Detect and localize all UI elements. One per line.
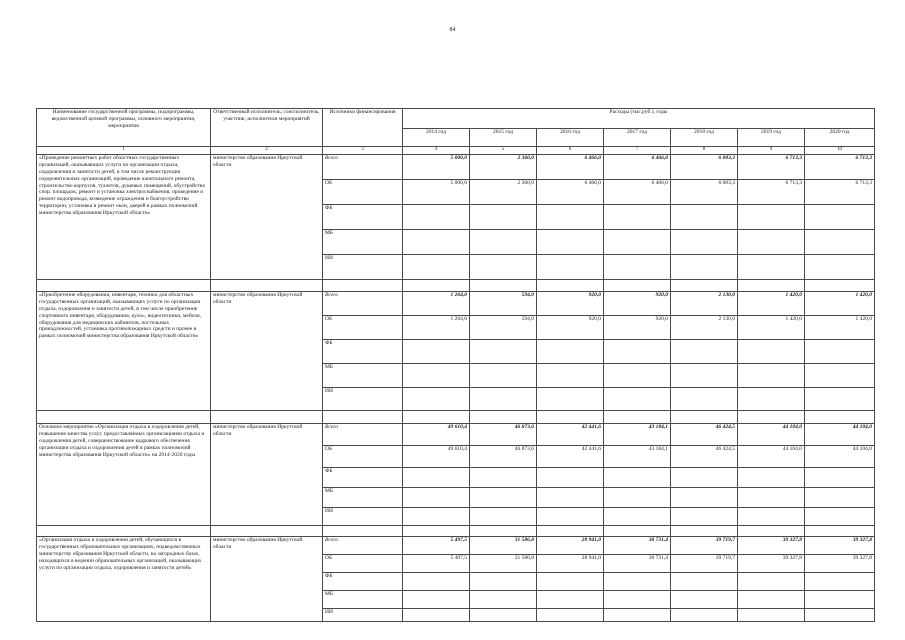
expense-value — [403, 340, 470, 364]
separator-cell — [537, 526, 604, 537]
expense-value — [537, 205, 604, 230]
header-year: 2019 год — [738, 129, 805, 147]
total-value: 6 003,3 — [671, 155, 738, 180]
expense-value — [738, 468, 805, 488]
funding-source: Всего — [323, 537, 403, 555]
separator-cell — [470, 411, 537, 424]
expense-value — [671, 230, 738, 255]
expense-value — [604, 364, 671, 388]
header-year: 2018 год — [671, 129, 738, 147]
expense-value — [805, 488, 875, 508]
separator-cell — [604, 280, 671, 292]
expense-value — [671, 388, 738, 411]
table-row — [37, 292, 875, 316]
expense-value — [671, 205, 738, 230]
expense-value — [604, 609, 671, 622]
separator-cell — [604, 526, 671, 537]
separator-cell — [671, 280, 738, 292]
column-number: 5 — [470, 147, 537, 155]
total-value: 43 184,1 — [604, 424, 671, 446]
expense-value — [470, 205, 537, 230]
column-number: 3 — [323, 147, 403, 155]
expense-value — [470, 609, 537, 622]
block-separator — [37, 526, 875, 537]
header-year: 2015 год — [470, 129, 537, 147]
expense-value — [403, 468, 470, 488]
expense-value — [403, 609, 470, 622]
funding-source: Всего — [323, 155, 403, 180]
column-number: 6 — [537, 147, 604, 155]
expense-value — [470, 340, 537, 364]
expense-value — [738, 230, 805, 255]
header-year: 2014 год — [403, 129, 470, 147]
expense-value — [604, 488, 671, 508]
total-value: 31 586,8 — [470, 537, 537, 555]
header-sources: Источники финансирования — [323, 109, 403, 147]
expense-value — [604, 205, 671, 230]
expense-value — [671, 364, 738, 388]
total-value: 1 420,0 — [738, 292, 805, 316]
expense-value — [805, 508, 875, 526]
activity-executor: министерство образования Иркутской области — [211, 292, 323, 411]
separator-cell — [37, 411, 211, 424]
expense-value: 46 873,6 — [470, 446, 537, 468]
expense-value: 5 497,5 — [403, 555, 470, 573]
expense-value — [604, 255, 671, 280]
expense-value — [738, 488, 805, 508]
expense-value — [805, 340, 875, 364]
funding-source: ФБ — [323, 573, 403, 591]
total-value: 46 424,5 — [671, 424, 738, 446]
table-row — [37, 155, 875, 180]
expense-value — [537, 591, 604, 609]
funding-source: ОБ — [323, 180, 403, 205]
expense-value — [604, 508, 671, 526]
expense-value: 44 104,0 — [738, 446, 805, 468]
funding-source: МБ — [323, 230, 403, 255]
total-value: 49 610,4 — [403, 424, 470, 446]
expense-value: 594,0 — [470, 316, 537, 340]
expense-value — [403, 205, 470, 230]
expense-value — [738, 255, 805, 280]
expense-value — [537, 488, 604, 508]
column-number: 9 — [738, 147, 805, 155]
expense-value — [403, 573, 470, 591]
expense-value — [738, 609, 805, 622]
expense-value: 2 360,0 — [470, 180, 537, 205]
expense-value — [403, 230, 470, 255]
expense-value: 6 003,3 — [671, 180, 738, 205]
expense-value — [403, 388, 470, 411]
expense-value: 43 184,1 — [604, 446, 671, 468]
page-number: 84 — [449, 27, 456, 33]
activity-name: «Организация отдыха и оздоровления детей, обучающихся в государственных образовательных организациях, подведомственных министерству образования Иркутской области, на загородных базах, находящихся в ведении образовательных организаций, оказывающих услуги по организации отдыха, оздоровления и занятости детей» — [37, 537, 211, 622]
expense-value: 31 586,8 — [470, 555, 537, 573]
separator-cell — [537, 280, 604, 292]
total-value: 1 420,0 — [805, 292, 875, 316]
separator-cell — [323, 411, 403, 424]
expense-value — [537, 255, 604, 280]
total-value: 2 130,0 — [671, 292, 738, 316]
expense-value — [537, 508, 604, 526]
total-value: 44 104,0 — [738, 424, 805, 446]
expense-value: 1 264,0 — [403, 316, 470, 340]
expense-value — [403, 364, 470, 388]
expense-value — [805, 609, 875, 622]
separator-cell — [37, 526, 211, 537]
funding-source: ФБ — [323, 340, 403, 364]
expense-value — [537, 340, 604, 364]
separator-cell — [403, 280, 470, 292]
total-value: 5 497,5 — [403, 537, 470, 555]
expense-value: 49 610,4 — [403, 446, 470, 468]
column-number: 1 — [37, 147, 211, 155]
expense-value — [537, 230, 604, 255]
total-value: 6 466,0 — [604, 155, 671, 180]
separator-cell — [671, 411, 738, 424]
total-value: 2 360,0 — [470, 155, 537, 180]
expense-value — [537, 364, 604, 388]
expense-value: 39 327,8 — [805, 555, 875, 573]
block-separator — [37, 411, 875, 424]
total-value: 594,0 — [470, 292, 537, 316]
expense-value — [738, 364, 805, 388]
expense-value — [671, 508, 738, 526]
total-value: 39 327,8 — [805, 537, 875, 555]
total-value: 28 941,0 — [537, 537, 604, 555]
separator-cell — [211, 280, 323, 292]
expense-value: 46 424,5 — [671, 446, 738, 468]
expense-value — [470, 255, 537, 280]
expense-value — [403, 508, 470, 526]
expense-value — [805, 230, 875, 255]
expense-value — [805, 255, 875, 280]
total-value: 6 713,3 — [738, 155, 805, 180]
column-number: 4 — [403, 147, 470, 155]
table-body — [37, 155, 875, 622]
expense-value: 44 104,0 — [805, 446, 875, 468]
expense-value: 6 713,3 — [805, 180, 875, 205]
expense-value — [738, 388, 805, 411]
expense-value — [604, 591, 671, 609]
column-number: 7 — [604, 147, 671, 155]
separator-cell — [211, 411, 323, 424]
expense-value — [470, 488, 537, 508]
header-executor: Ответственный исполнитель, соисполнитель, участник, исполнители мероприятий — [211, 109, 323, 147]
separator-cell — [323, 526, 403, 537]
expense-value — [537, 609, 604, 622]
separator-cell — [211, 526, 323, 537]
separator-cell — [470, 526, 537, 537]
header-row-top — [37, 109, 875, 129]
expense-value — [671, 609, 738, 622]
expense-value: 39 719,7 — [671, 555, 738, 573]
activity-executor: министерство образования Иркутской области — [211, 537, 323, 622]
header-year: 2016 год — [537, 129, 604, 147]
header-expenses: Расходы (тыс.руб.), годы — [403, 109, 875, 129]
separator-cell — [323, 280, 403, 292]
expense-value — [738, 340, 805, 364]
header-year: 2017 год — [604, 129, 671, 147]
funding-source: ФБ — [323, 205, 403, 230]
separator-cell — [805, 280, 875, 292]
total-value: 920,0 — [604, 292, 671, 316]
total-value: 6 713,3 — [805, 155, 875, 180]
expense-value — [470, 468, 537, 488]
total-value: 39 327,8 — [738, 537, 805, 555]
funding-source: ОБ — [323, 555, 403, 573]
total-value: 44 104,0 — [805, 424, 875, 446]
activity-name: Основное мероприятие «Организация отдыха и оздоровления детей, повышение качества услуг, предоставляемых организациями отдыха и оздоровления детей, совершенствование кадрового обеспечения организации отдыха и оздоровления детей в рамках полномочий министерства образования Иркутской области» на 2014-2020 годы — [37, 424, 211, 526]
separator-cell — [738, 526, 805, 537]
expense-value — [604, 573, 671, 591]
expense-value: 6 466,0 — [604, 180, 671, 205]
funding-source: МБ — [323, 591, 403, 609]
column-number: 2 — [211, 147, 323, 155]
separator-cell — [403, 411, 470, 424]
expense-value: 5 000,0 — [403, 180, 470, 205]
table-row — [37, 537, 875, 555]
expense-value — [537, 573, 604, 591]
separator-cell — [470, 280, 537, 292]
funding-source: ИИ — [323, 388, 403, 411]
total-value: 39 719,7 — [671, 537, 738, 555]
funding-source: МБ — [323, 364, 403, 388]
separator-cell — [537, 411, 604, 424]
funding-source: Всего — [323, 292, 403, 316]
expense-value — [537, 388, 604, 411]
expense-value — [738, 591, 805, 609]
expense-value — [470, 591, 537, 609]
funding-source: Всего — [323, 424, 403, 446]
expense-value — [805, 388, 875, 411]
expense-value — [671, 468, 738, 488]
expense-value — [805, 573, 875, 591]
separator-cell — [738, 411, 805, 424]
expense-value — [470, 573, 537, 591]
expense-value — [671, 573, 738, 591]
funding-source: МБ — [323, 488, 403, 508]
total-value: 920,0 — [537, 292, 604, 316]
expense-value — [470, 230, 537, 255]
total-value: 38 731,4 — [604, 537, 671, 555]
expense-value — [470, 388, 537, 411]
separator-cell — [403, 526, 470, 537]
expense-value: 6 713,3 — [738, 180, 805, 205]
separator-cell — [604, 411, 671, 424]
total-value: 42 441,6 — [537, 424, 604, 446]
expense-value — [738, 508, 805, 526]
expense-value — [604, 388, 671, 411]
expense-value — [470, 364, 537, 388]
budget-table — [36, 108, 875, 622]
expense-value: 1 420,0 — [805, 316, 875, 340]
expense-value: 920,0 — [537, 316, 604, 340]
total-value: 5 000,0 — [403, 155, 470, 180]
total-value: 46 873,6 — [470, 424, 537, 446]
expense-value — [671, 340, 738, 364]
expense-value: 2 130,0 — [671, 316, 738, 340]
funding-source: ИИ — [323, 508, 403, 526]
expense-value — [537, 468, 604, 488]
expense-value: 1 420,0 — [738, 316, 805, 340]
expense-value — [403, 591, 470, 609]
funding-source: ОБ — [323, 316, 403, 340]
expense-value — [604, 340, 671, 364]
expense-value: 39 327,8 — [738, 555, 805, 573]
expense-value — [671, 255, 738, 280]
funding-source: ОБ — [323, 446, 403, 468]
expense-value — [403, 488, 470, 508]
separator-cell — [805, 526, 875, 537]
expense-value — [738, 205, 805, 230]
expense-value — [738, 573, 805, 591]
header-name: Наименование государственной программы, подпрограммы, ведомственной целевой программы, основного мероприятия, мероприятия — [37, 109, 211, 147]
total-value: 6 466,0 — [537, 155, 604, 180]
expense-value — [805, 364, 875, 388]
column-number: 8 — [671, 147, 738, 155]
expense-value — [805, 205, 875, 230]
block-separator — [37, 280, 875, 292]
expense-value — [805, 591, 875, 609]
funding-source: ИИ — [323, 255, 403, 280]
separator-cell — [671, 526, 738, 537]
table-row — [37, 424, 875, 446]
expense-value: 920,0 — [604, 316, 671, 340]
activity-name: «Проведение ремонтных работ областных государственных организаций, оказывающих услуги по организации отдыха, оздоровления и занятости детей, в том числе реконструкция оздоровительных организаций, проведение капитального ремонта, строительство корпусов, туалетов, душевых помещений, обустройство спор. площадок, ремонт и установка электроснабжения, проведение и ремонт водопровода, возведение ограждения и благоустройство территории, установка и ремонт окон, дверей в рамках полномочий министерства образования Иркутской области» — [37, 155, 211, 280]
expense-value — [604, 230, 671, 255]
expense-value: 28 941,0 — [537, 555, 604, 573]
column-numbers-row — [37, 147, 875, 155]
activity-name: «Приобретение оборудования, инвентаря, техники для областных государственных организаций, оказывающих услуги по организации отдыха, оздоровления и занятости детей, в том числе приобретение спортивного инвентаря, оборудования, кухо», видеотехники, мебели, оборудования для медицинских кабинетов, постельных принадлежностей, установка противопожарных средств и прочее в рамках полномочий министерства образования Иркутской области» — [37, 292, 211, 411]
funding-source: ФБ — [323, 468, 403, 488]
column-number: 10 — [805, 147, 875, 155]
expense-value — [470, 508, 537, 526]
header-year: 2020 год — [805, 129, 875, 147]
activity-executor: министерство образования Иркутской области — [211, 155, 323, 280]
separator-cell — [805, 411, 875, 424]
expense-value — [805, 468, 875, 488]
expense-value: 6 466,0 — [537, 180, 604, 205]
expense-value — [671, 488, 738, 508]
expense-value — [604, 468, 671, 488]
expense-value — [403, 255, 470, 280]
funding-source: ИИ — [323, 609, 403, 622]
activity-executor: министерство образования Иркутской области — [211, 424, 323, 526]
expense-value: 42 441,6 — [537, 446, 604, 468]
expense-value — [671, 591, 738, 609]
separator-cell — [738, 280, 805, 292]
separator-cell — [37, 280, 211, 292]
expense-value: 38 731,4 — [604, 555, 671, 573]
total-value: 1 264,0 — [403, 292, 470, 316]
